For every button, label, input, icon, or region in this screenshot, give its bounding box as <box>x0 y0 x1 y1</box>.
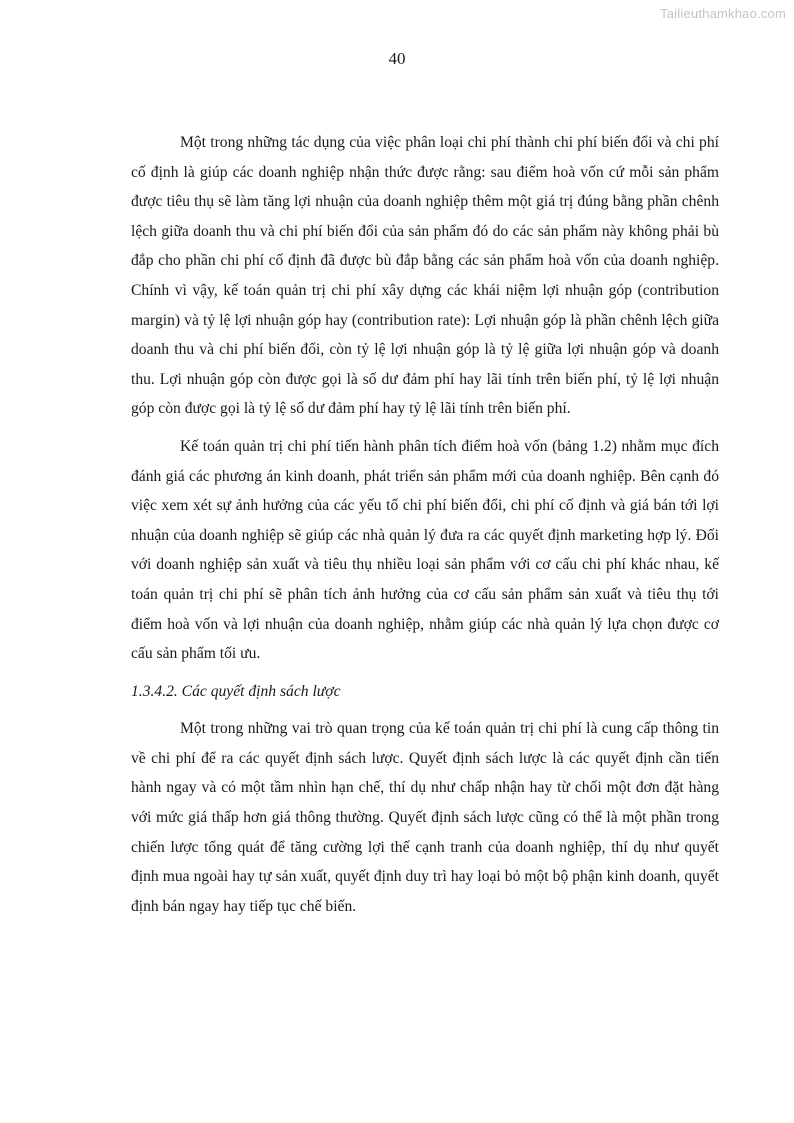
paragraph: Kế toán quản trị chi phí tiến hành phân tích điểm hoà vốn (bảng 1.2) nhằm mục đích đánh giá các phương án kinh doanh, phát triển sản phẩm mới của doanh nghiệp. Bên cạnh đó việc xem xét sự ảnh hưởng của các yếu tố chi phí biến đổi, chi phí cố định và giá bán tới lợi nhuận của doanh nghiệp sẽ giúp các nhà quản lý đưa ra các quyết định marketing hợp lý. Đối với doanh nghiệp sản xuất và tiêu thụ nhiều loại sản phẩm với cơ cấu chi phí khác nhau, kế toán quản trị chi phí sẽ phân tích ảnh hưởng của cơ cấu sản phẩm sản xuất và tiêu thụ tới điểm hoà vốn và lợi nhuận của doanh nghiệp, nhằm giúp các nhà quản lý lựa chọn được cơ cấu sản phẩm tối ưu. <box>131 437 719 663</box>
section-heading: 1.3.4.2. Các quyết định sách lược <box>131 682 341 700</box>
page-number: 40 <box>388 49 406 68</box>
watermark: Tailieuthamkhao.com <box>660 6 786 21</box>
paragraph: Một trong những tác dụng của việc phân loại chi phí thành chi phí biến đổi và chi phí cố định là giúp các doanh nghiệp nhận thức được rằng: sau điểm hoà vốn cứ mỗi sản phẩm được tiêu thụ sẽ làm tăng lợi nhuận của doanh nghiệp thêm một giá trị đúng bằng phần chênh lệch giữa doanh thu và chi phí biến đổi của sản phẩm đó do các sản phẩm này không phải bù đắp cho phần chi phí cố định đã được bù đắp bằng các sản phẩm hoà vốn của doanh nghiệp. Chính vì vậy, kế toán quản trị chi phí xây dựng các khái niệm lợi nhuận góp (contribution margin) và tỷ lệ lợi nhuận góp hay (contribution rate): Lợi nhuận góp là phần chênh lệch giữa doanh thu và chi phí biến đổi, còn tỷ lệ lợi nhuận góp là tỷ lệ giữa lợi nhuận góp và doanh thu. Lợi nhuận góp còn được gọi là số dư đảm phí hay lãi tính trên biến phí, tỷ lệ lợi nhuận góp còn được gọi là tỷ lệ số dư đảm phí hay tỷ lệ lãi tính trên biến phí. <box>131 134 719 418</box>
paragraph: Một trong những vai trò quan trọng của kế toán quản trị chi phí là cung cấp thông tin về chi phí để ra các quyết định sách lược. Quyết định sách lược là các quyết định cần tiến hành ngay và có một tầm nhìn hạn chế, thí dụ như chấp nhận hay từ chối một đơn đặt hàng với mức giá thấp hơn giá thông thường. Quyết định sách lược cũng có thể là một phần trong chiến lược tổng quát để tăng cường lợi thế cạnh tranh của doanh nghiệp, thí dụ như quyết định mua ngoài hay tự sản xuất, quyết định duy trì hay loại bỏ một bộ phận kinh doanh, quyết định bán ngay hay tiếp tục chế biến. <box>131 720 719 915</box>
document-body <box>131 128 719 921</box>
